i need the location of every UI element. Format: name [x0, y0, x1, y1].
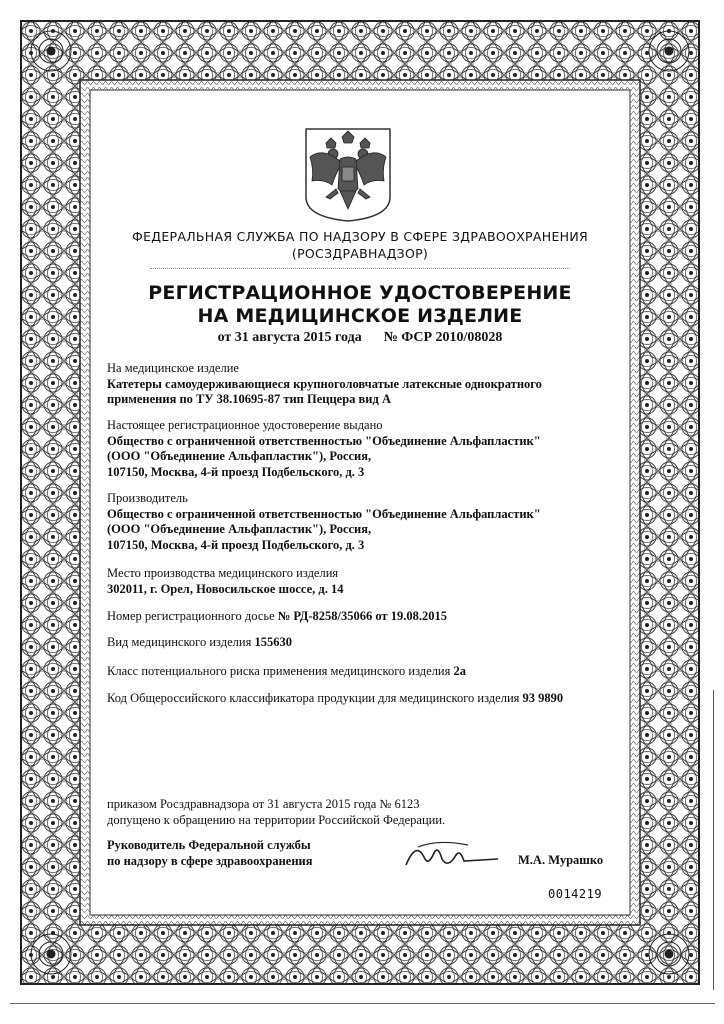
- title-line-1: РЕГИСТРАЦИОННОЕ УДОСТОВЕРЕНИЕ: [148, 282, 572, 304]
- dotted-divider: [150, 268, 570, 269]
- signatory-name: [518, 853, 638, 869]
- okp-code-label: Код Общероссийского классификатора продукции для медицинского изделия: [107, 691, 520, 705]
- signatory-line-1: Руководитель Федеральной службы: [107, 838, 311, 852]
- serial-number: 0014219: [548, 887, 603, 901]
- registration-line: [60, 330, 660, 346]
- manufacturer-section: [107, 491, 647, 553]
- production-site-address: 302011, г. Орел, Новосильское шоссе, д. 14: [107, 581, 344, 596]
- manufacturer-line-3: 107150, Москва, 4-й проезд Подбельского, д. 3: [107, 537, 365, 552]
- coat-of-arms-icon: [302, 127, 394, 223]
- signatory-title: [107, 838, 357, 869]
- device-type-label: Вид медицинского изделия: [107, 635, 252, 649]
- order-line-1: приказом Росздравнадзора от 31 августа 2015 года № 6123: [107, 797, 420, 811]
- dossier-section: [107, 609, 647, 625]
- okp-code-value: 93 9890: [522, 691, 564, 705]
- device-type-section: [107, 635, 647, 651]
- production-site-section: [107, 566, 647, 597]
- signature-icon: [398, 835, 508, 875]
- issued-to-line-1: Общество с ограниченной ответственностью "Объединение Альфапластик": [107, 433, 541, 448]
- okp-code-section: [107, 691, 627, 707]
- manufacturer-line-2: (ООО "Объединение Альфапластик"), Россия,: [107, 522, 372, 536]
- registration-date: от 31 августа 2015 года: [217, 330, 362, 345]
- signatory-line-2: по надзору в сфере здравоохранения: [107, 853, 313, 868]
- registration-number: № ФСР 2010/08028: [383, 330, 503, 345]
- title-line-2: НА МЕДИЦИНСКОЕ ИЗДЕЛИЕ: [197, 305, 523, 327]
- device-type-value: 155630: [254, 635, 292, 649]
- device-name-line-1: Катетеры самоудерживающиеся крупноголовчатые латексные однократного: [107, 376, 542, 391]
- agency-name: ФЕДЕРАЛЬНАЯ СЛУЖБА ПО НАДЗОРУ В СФЕРЕ ЗДРАВООХРАНЕНИЯ: [132, 229, 588, 244]
- issued-to-line-2: (ООО "Объединение Альфапластик"), Россия,: [107, 449, 372, 463]
- issued-to-label: Настоящее регистрационное удостоверение выдано: [107, 418, 383, 432]
- order-section: [107, 797, 647, 828]
- manufacturer-line-1: Общество с ограниченной ответственностью "Объединение Альфапластик": [107, 506, 541, 521]
- manufacturer-label: Производитель: [107, 491, 188, 505]
- device-name-line-2: применения по ТУ 38.10695-87 тип Пеццера вид А: [107, 392, 391, 406]
- agency-abbr: (РОСЗДРАВНАДЗОР): [291, 246, 429, 261]
- dossier-label: Номер регистрационного досье: [107, 609, 275, 623]
- issued-to-section: [107, 418, 647, 480]
- document-title: [60, 282, 660, 328]
- risk-class-label: Класс потенциального риска применения медицинского изделия: [107, 664, 451, 678]
- risk-class-section: [107, 664, 647, 680]
- production-site-label: Место производства медицинского изделия: [107, 566, 339, 580]
- risk-class-value: 2а: [453, 664, 466, 678]
- device-label: На медицинское изделие: [107, 361, 239, 375]
- issued-to-line-3: 107150, Москва, 4-й проезд Подбельского, д. 3: [107, 464, 365, 479]
- device-section: [107, 361, 647, 408]
- dossier-value: № РД-8258/35066 от 19.08.2015: [277, 609, 447, 623]
- signatory-name-text: М.А. Мурашко: [518, 853, 604, 867]
- order-line-2: допущено к обращению на территории Российской Федерации.: [107, 812, 446, 827]
- agency-header: [80, 228, 640, 262]
